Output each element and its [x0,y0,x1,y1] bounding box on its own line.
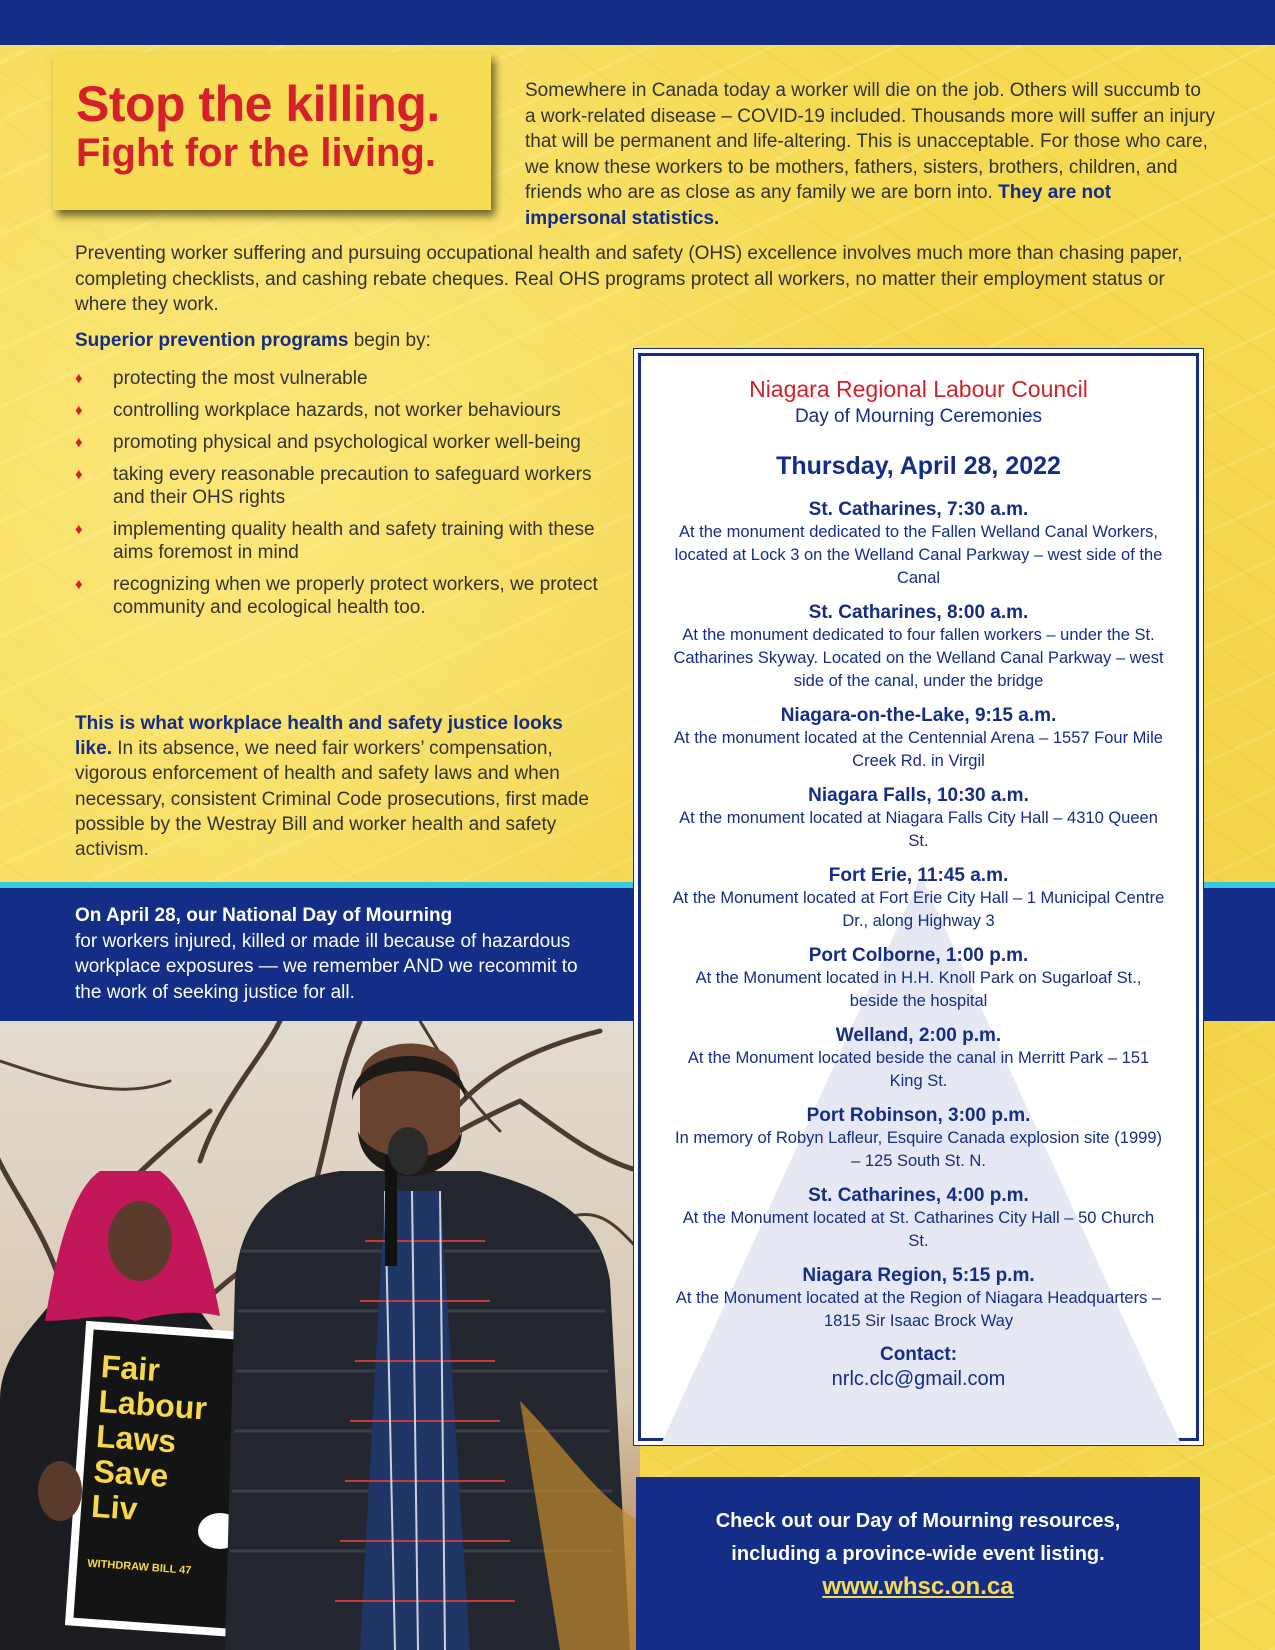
list-item [75,431,615,454]
event-detail: At the Monument located at the Region of Niagara Headquarters – 1815 Sir Isaac Brock Way [675,1289,1162,1330]
top-bar [0,0,1275,45]
programs-lead [75,330,431,352]
rally-photo [0,1021,640,1650]
sign-word-4: Save [92,1452,170,1494]
list-item [75,573,615,619]
prevention-list [75,367,615,628]
diamond-bullet-icon: ♦ [75,466,83,483]
programs-lead-rest: begin by: [348,330,431,351]
sign-word-1: Fair [99,1348,161,1389]
list-item [75,518,615,564]
list-item [75,463,615,509]
list-item [75,399,615,422]
resources-line-2: including a province-wide event listing. [731,1543,1105,1565]
microphone-icon [388,1127,428,1175]
event-title: Niagara Region, 5:15 p.m. [802,1265,1035,1286]
resources-box [636,1477,1200,1650]
event-detail: At the Monument located at St. Catharines City Hall – 50 Church St. [682,1209,1155,1250]
event-list [641,498,1196,1333]
sign-word-5: Liv [90,1487,139,1527]
event-date: Thursday, April 28, 2022 [776,452,1061,480]
diamond-bullet-icon: ♦ [75,521,83,538]
list-item [641,498,1196,590]
event-title: Niagara-on-the-Lake, 9:15 a.m. [780,705,1057,726]
justice-paragraph [75,711,595,862]
list-item [641,1264,1196,1333]
diamond-bullet-icon: ♦ [75,576,83,593]
list-item [641,704,1196,773]
list-item [641,864,1196,933]
mourning-text [75,903,595,1005]
headline-box [53,53,491,210]
bullet-text: implementing quality health and safety training with these aims foremost in mind [113,519,595,563]
intro-emphasis: They are not impersonal statistics. [525,182,1112,229]
programs-lead-bold: Superior prevention programs [75,330,349,351]
headline-line-2: Fight for the living. [76,131,436,175]
diamond-bullet-icon: ♦ [75,370,83,387]
list-item [641,1024,1196,1093]
sign-footer: WITHDRAW BILL 47 [86,1557,192,1577]
contact-email[interactable]: nrlc.clc@gmail.com [831,1368,1006,1390]
mourning-rest: for workers injured, killed or made ill because of hazardous workplace exposures — we remember AND we recommit to the work of seeking justice for all. [75,930,578,1003]
event-detail: In memory of Robyn Lafleur, Esquire Canada explosion site (1999) – 125 South St. N. [674,1129,1163,1170]
list-item [75,367,615,390]
event-detail: At the monument located at Niagara Falls City Hall – 4310 Queen St. [679,809,1158,850]
events-subtitle: Day of Mourning Ceremonies [794,406,1043,427]
bullet-text: promoting physical and psychological worker well-being [113,432,581,453]
event-title: St. Catharines, 8:00 a.m. [808,602,1029,623]
contact-label: Contact: [879,1344,958,1365]
intro-text: Somewhere in Canada today a worker will die on the job. Others will succumb to a work-related disease – COVID-19 included. Thousands more will suffer an injury that will be permanent and life-altering. This is unacceptable. For those who care, we know these workers to be mothers, fathers, sisters, brothers, children, and friends who are as close as any family we are born into. [525,80,1215,203]
sign-word-3: Laws [94,1417,178,1460]
sign-word-2: Labour [97,1383,209,1427]
list-item [641,601,1196,693]
rally-photo-illustration [0,1021,640,1650]
events-content [641,356,1196,1391]
list-item [641,784,1196,853]
event-detail: At the Monument located in H.H. Knoll Park on Sugarloaf St., beside the hospital [695,969,1142,1010]
resources-link[interactable]: www.whsc.on.ca [822,1573,1014,1600]
diamond-bullet-icon: ♦ [75,434,83,451]
justice-bold: This is what workplace health and safety justice looks like. [75,713,563,760]
ohs-paragraph: Preventing worker suffering and pursuing occupational health and safety (OHS) excellence involves much more than chasing paper, completing checklists, and cashing rebate cheques. Real OHS programs protect all workers, no matter their employment status or where they work. [75,243,1183,315]
list-item [641,1184,1196,1253]
bullet-text: controlling workplace hazards, not worker behaviours [113,400,561,421]
event-detail: At the Monument located beside the canal in Merritt Park – 151 King St. [687,1049,1150,1090]
list-item [641,1104,1196,1173]
event-title: St. Catharines, 7:30 a.m. [808,499,1029,520]
justice-rest: In its absence, we need fair workers’ compensation, vigorous enforcement of health and safety laws and when necessary, consistent Criminal Code prosecutions, first made possible by the Westray Bill and worker health and safety activism. [75,738,589,861]
resources-line-1: Check out our Day of Mourning resources, [715,1510,1121,1532]
event-title: Welland, 2:00 p.m. [835,1025,1002,1046]
event-title: Port Colborne, 1:00 p.m. [808,945,1029,966]
bullet-text: recognizing when we properly protect workers, we protect community and ecological health too. [113,574,598,618]
organization-name: Niagara Regional Labour Council [749,376,1088,402]
bullet-text: protecting the most vulnerable [113,368,368,389]
diamond-bullet-icon: ♦ [75,402,83,419]
intro-paragraph [525,78,1215,231]
event-title: Niagara Falls, 10:30 a.m. [808,785,1029,806]
event-detail: At the monument dedicated to four fallen workers – under the St. Catharines Skyway. Located on the Welland Canal Parkway – west side of the canal, under the bridge [673,626,1164,690]
event-title: Fort Erie, 11:45 a.m. [828,865,1009,886]
mourning-bold: On April 28, our National Day of Mourning [75,905,453,926]
list-item [641,944,1196,1013]
event-detail: At the Monument located at Fort Erie City Hall – 1 Municipal Centre Dr., along Highway 3 [672,889,1165,930]
event-title: Port Robinson, 3:00 p.m. [806,1105,1031,1126]
event-detail: At the monument dedicated to the Fallen Welland Canal Workers, located at Lock 3 on the Welland Canal Parkway – west side of the Canal [674,523,1163,587]
event-detail: At the monument located at the Centennial Arena – 1557 Four Mile Creek Rd. in Virgil [674,729,1163,770]
events-panel [638,353,1199,1441]
bullet-text: taking every reasonable precaution to safeguard workers and their OHS rights [113,464,592,508]
headline-line-1: Stop the killing. [76,76,440,132]
event-title: St. Catharines, 4:00 p.m. [808,1185,1029,1206]
